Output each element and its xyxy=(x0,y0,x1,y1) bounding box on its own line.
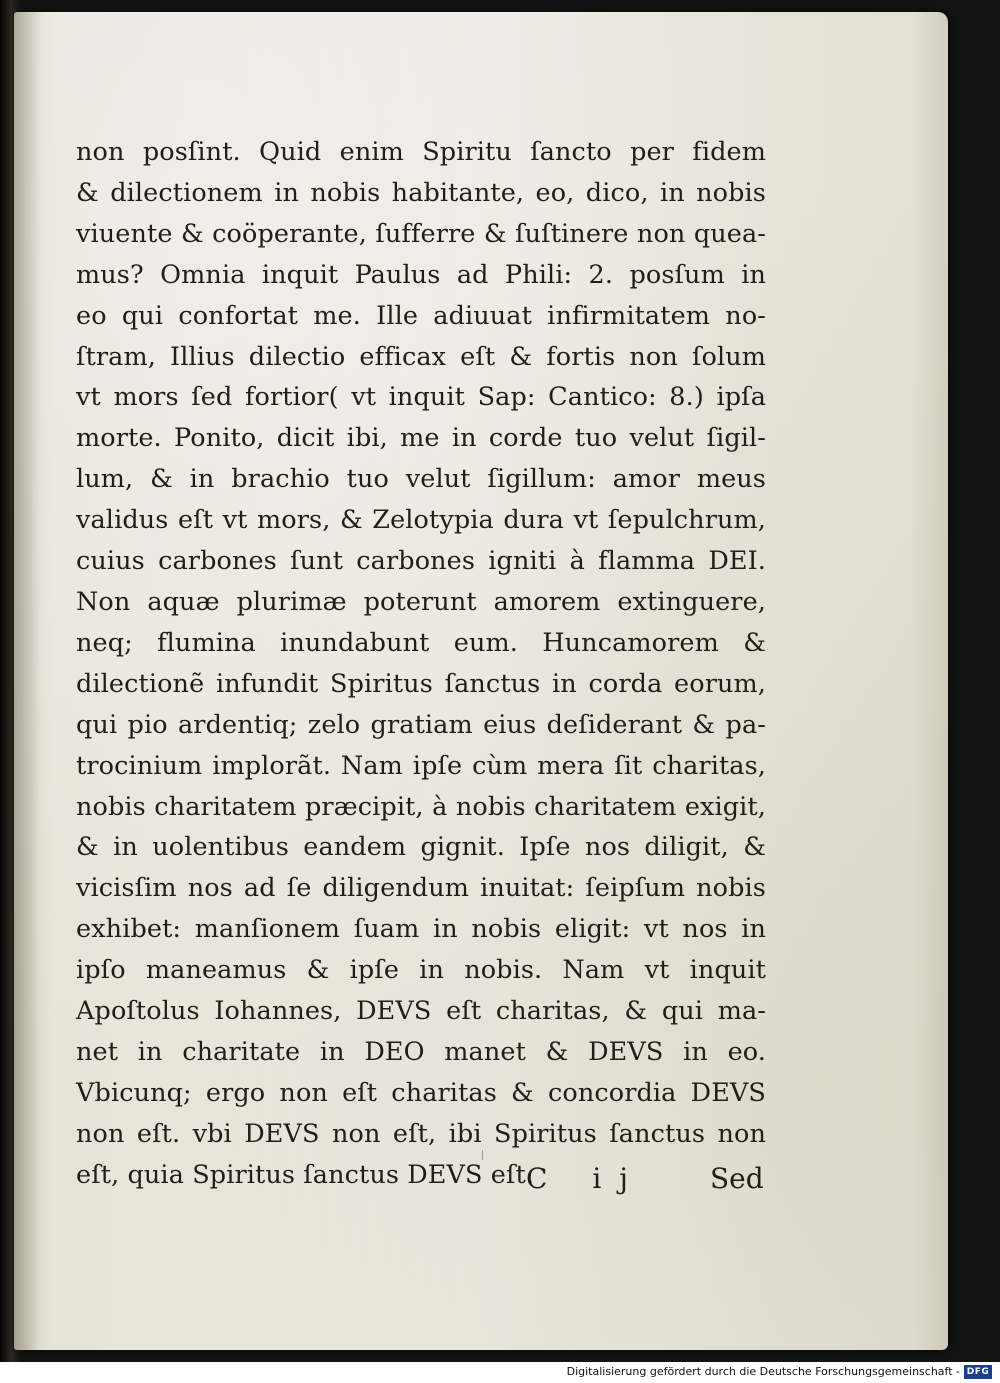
text-line: neq; flumina inundabunt eum. Huncamorem & xyxy=(76,627,766,658)
text-line: eſt, quia Spiritus ſanctus DEVS eſt. xyxy=(76,1159,535,1190)
text-line: non posſint. Quid enim Spiritu ſancto per fidem xyxy=(76,137,766,167)
text-line: ſtram, Illius dilectio efficax eſt & fortis non ſolum xyxy=(76,341,766,372)
credit-bar xyxy=(0,1362,1000,1383)
body-text xyxy=(76,132,776,1196)
text-line: net in charitate in DEO manet & DEVS in eo. xyxy=(76,1036,766,1067)
text-line: & in uolentibus eandem gignit. Ipſe nos diligit, & xyxy=(76,832,766,863)
text-line: qui pio ardentiq; zelo gratiam eius deſiderant & pa- xyxy=(76,709,766,740)
text-line: Non aquæ plurimæ poterunt amorem extinguere, xyxy=(76,586,766,617)
text-line: non eſt. vbi DEVS non eſt, ibi Spiritus ſanctus non xyxy=(76,1118,766,1149)
text-line: validus eſt vt mors, & Zelotypia dura vt ſepulchrum, xyxy=(76,505,766,536)
text-line: ipſo maneamus & ipſe in nobis. Nam vt inquit xyxy=(76,955,766,986)
text-line: lum, & in brachio tuo velut ſigillum: amor meus xyxy=(76,464,766,495)
text-line: cuius carbones ſunt carbones igniti à flamma DEI. xyxy=(76,546,766,577)
ink-mark xyxy=(482,1150,489,1160)
page-foot xyxy=(14,1162,948,1212)
signature-mark: C ij xyxy=(526,1162,646,1195)
text-line: morte. Ponito, dicit ibi, me in corde tuo velut ſigil- xyxy=(76,423,766,454)
text-line: viuente & coöperante, ſufferre & ſuſtinere non quea- xyxy=(76,218,766,249)
gutter-shadow xyxy=(14,12,40,1350)
text-line: Apoſtolus Iohannes, DEVS eſt charitas, & qui ma- xyxy=(76,996,766,1027)
book-page xyxy=(14,12,948,1350)
text-line: nobis charitatem præcipit, à nobis charitatem exigit, xyxy=(76,791,766,822)
text-line: trocinium implorãt. Nam ipſe cùm mera ſit charitas, xyxy=(76,750,766,781)
dfg-logo: DFG xyxy=(964,1365,992,1379)
text-line: Vbicunq; ergo non eſt charitas & concordia DEVS xyxy=(76,1077,766,1108)
text-line: vicisſim nos ad ſe diligendum inuitat: ſeipſum nobis xyxy=(76,873,766,904)
catchword: Sed xyxy=(710,1162,764,1195)
funding-credit: Digitalisierung gefördert durch die Deutsche Forschungsgemeinschaft - xyxy=(566,1365,960,1378)
text-line: dilectionẽ infundit Spiritus ſanctus in corda eorum, xyxy=(76,668,766,699)
text-line: vt mors ſed fortior( vt inquit Sap: Cantico: 8.) ipſa xyxy=(76,382,766,413)
text-line: & dilectionem in nobis habitante, eo, dico, in nobis xyxy=(76,177,766,208)
text-line: mus? Omnia inquit Paulus ad Phili: 2. posſum in xyxy=(76,259,766,290)
text-line: exhibet: manſionem ſuam in nobis eligit: vt nos in xyxy=(76,914,766,945)
text-line: eo qui confortat me. Ille adiuuat infirmitatem no- xyxy=(76,300,766,331)
